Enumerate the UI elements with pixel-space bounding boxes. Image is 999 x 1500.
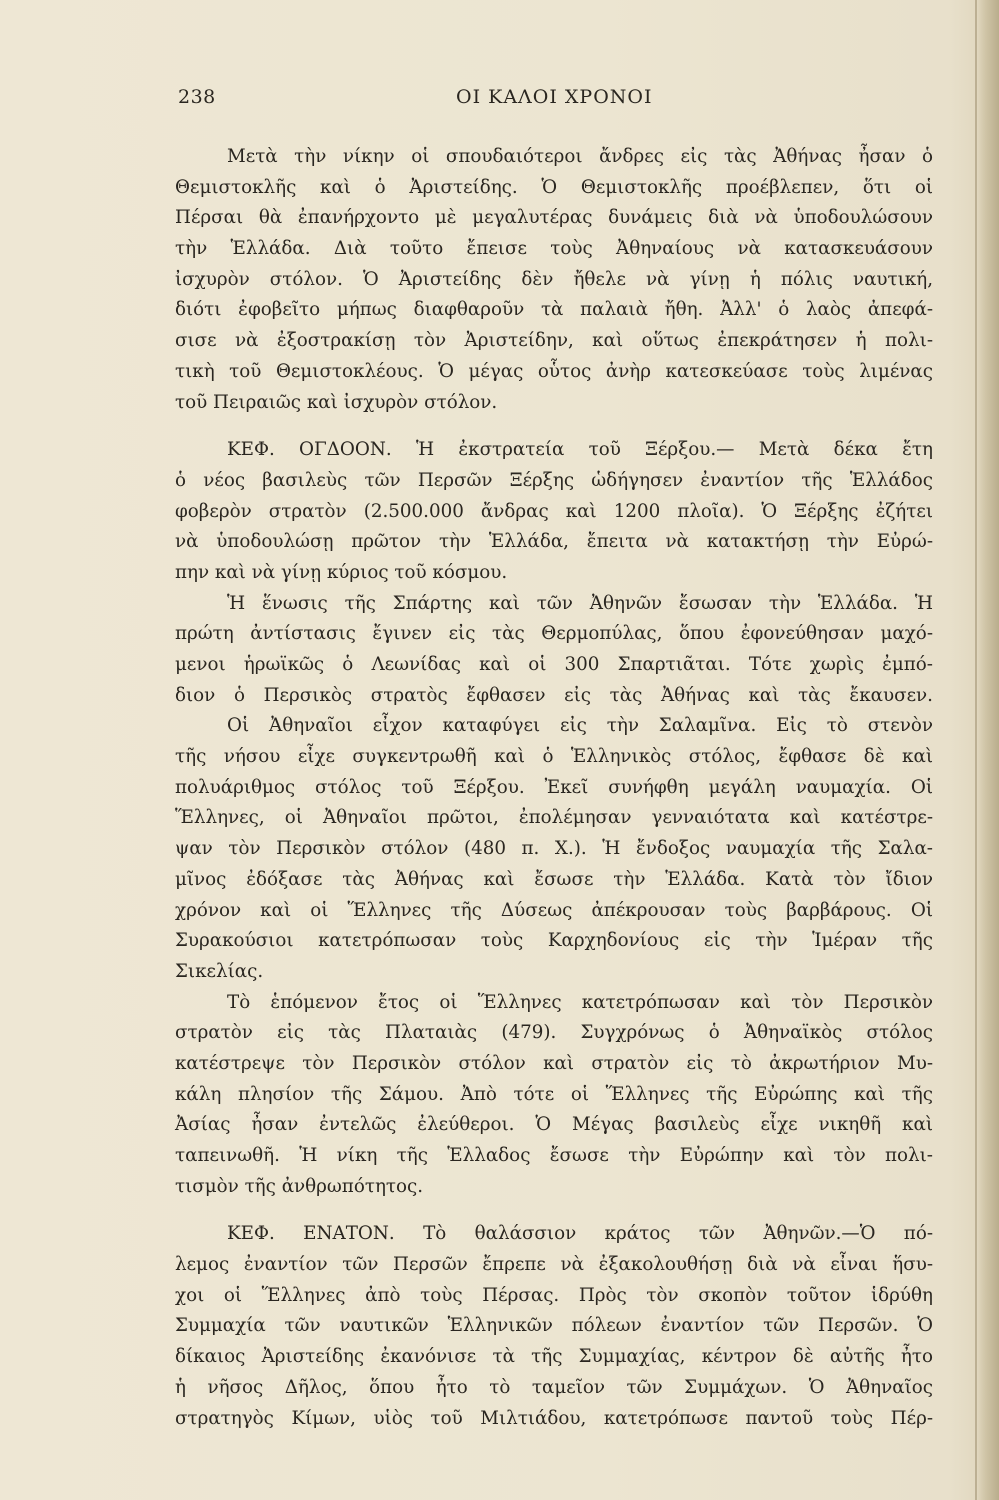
text-line: ἰσχυρὸν στόλον. Ὁ Ἀριστείδης δὲν ἤθελε νὰ γίνῃ ἡ πόλις ναυτική, <box>175 268 933 290</box>
page-body-text <box>175 142 933 1434</box>
text-line: Ἀσίας ἦσαν ἐντελῶς ἐλεύθεροι. Ὁ Μέγας βασιλεὺς εἶχε νικηθῆ καὶ <box>175 1114 933 1136</box>
text-line: τῆς νήσου εἶχε συγκεντρωθῆ καὶ ὁ Ἑλληνικὸς στόλος, ἔφθασε δὲ καὶ <box>175 746 933 768</box>
page-number: 238 <box>178 86 216 108</box>
text-line: νὰ ὑποδουλώσῃ πρῶτον τὴν Ἑλλάδα, ἔπειτα νὰ κατακτήσῃ τὴν Εὐρώ- <box>175 531 933 553</box>
text-line: λεμος ἐναντίον τῶν Περσῶν ἔπρεπε νὰ ἐξακολουθήσῃ διὰ νὰ εἶναι ἥσυ- <box>175 1254 933 1276</box>
text-line: μενοι ἡρωϊκῶς ὁ Λεωνίδας καὶ οἱ 300 Σπαρτιᾶται. Τότε χωρὶς ἐμπό- <box>175 654 933 675</box>
chapter-heading-line: ΚΕΦ. ΕΝΑΤΟΝ. Τὸ θαλάσσιον κράτος τῶν Ἀθηνῶν.—Ὁ πό- <box>227 1223 933 1245</box>
paragraph-themistocles <box>175 142 933 418</box>
text-line: Σικελίας. <box>175 960 264 982</box>
text-line: διον ὁ Περσικὸς στρατὸς ἔφθασεν εἰς τὰς Ἀθήνας καὶ τὰς ἔκαυσεν. <box>175 684 933 706</box>
page-edge-line <box>975 0 977 1500</box>
running-title: ΟΙ ΚΑΛΟΙ ΧΡΟΝΟΙ <box>456 86 653 108</box>
text-line: ψαν τὸν Περσικὸν στόλον (480 π. Χ.). Ἡ ἔνδοξος ναυμαχία τῆς Σαλα- <box>175 838 933 860</box>
text-line: πολυάριθμος στόλος τοῦ Ξέρξου. Ἐκεῖ συνήφθη μεγάλη ναυμαχία. Οἱ <box>175 776 933 798</box>
text-line: σισε νὰ ἐξοστρακίσῃ τὸν Ἀριστείδην, καὶ οὕτως ἐπεκράτησεν ἡ πολι- <box>175 330 933 352</box>
text-line: Συρακούσιοι κατετρόπωσαν τοὺς Καρχηδονίους εἰς τὴν Ἱμέραν τῆς <box>175 930 933 952</box>
text-line: τισμὸν τῆς ἀνθρωπότητος. <box>175 1175 424 1197</box>
text-line: τικὴ τοῦ Θεμιστοκλέους. Ὁ μέγας οὗτος ἀνὴρ κατεσκεύασε τοὺς λιμένας <box>175 360 933 382</box>
text-line: Μετὰ τὴν νίκην οἱ σπουδαιότεροι ἄνδρες εἰς τὰς Ἀθήνας ἦσαν ὁ <box>227 146 933 167</box>
text-line: Τὸ ἑπόμενον ἔτος οἱ Ἕλληνες κατετρόπωσαν καὶ τὸν Περσικὸν <box>227 991 933 1013</box>
text-line: στρατὸν εἰς τὰς Πλαταιὰς (479). Συγχρόνως ὁ Ἀθηναϊκὸς στόλος <box>175 1022 933 1044</box>
text-line: ἡ νῆσος Δῆλος, ὅπου ἦτο τὸ ταμεῖον τῶν Συμμάχων. Ὁ Ἀθηναῖος <box>175 1376 933 1398</box>
text-line: πην καὶ νὰ γίνῃ κύριος τοῦ κόσμου. <box>175 561 508 583</box>
text-line: μῖνος ἐδόξασε τὰς Ἀθήνας καὶ ἔσωσε τὴν Ἑλλάδα. Κατὰ τὸν ἴδιον <box>175 868 933 890</box>
text-line: Οἱ Ἀθηναῖοι εἶχον καταφύγει εἰς τὴν Σαλαμῖνα. Εἰς τὸ στενὸν <box>227 715 933 737</box>
text-line: Θεμιστοκλῆς καὶ ὁ Ἀριστείδης. Ὁ Θεμιστοκλῆς προέβλεπεν, ὅτι οἱ <box>175 176 933 198</box>
text-line: κατέστρεψε τὸν Περσικὸν στόλον καὶ στρατὸν εἰς τὸ ἀκρωτήριον Μυ- <box>175 1052 933 1074</box>
text-line: ὁ νέος βασιλεὺς τῶν Περσῶν Ξέρξης ὡδήγησεν ἐναντίον τῆς Ἑλλάδος <box>175 469 933 491</box>
text-line: φοβερὸν στρατὸν (2.500.000 ἄνδρας καὶ 1200 πλοῖα). Ὁ Ξέρξης ἐζήτει <box>175 500 933 522</box>
text-line: Ἕλληνες, οἱ Ἀθηναῖοι πρῶτοι, ἐπολέμησαν γενναιότατα καὶ κατέστρε- <box>175 807 933 829</box>
chapter-eight <box>175 435 933 1202</box>
text-line: Συμμαχία τῶν ναυτικῶν Ἑλληνικῶν πόλεων ἐναντίον τῶν Περσῶν. Ὁ <box>175 1315 933 1337</box>
text-line: στρατηγὸς Κίμων, υἱὸς τοῦ Μιλτιάδου, κατετρόπωσε παντοῦ τοὺς Πέρ- <box>175 1407 933 1429</box>
page-edge-shadow <box>977 0 999 1500</box>
text-line: διότι ἐφοβεῖτο μήπως διαφθαροῦν τὰ παλαιὰ ἤθη. Ἀλλ' ὁ λαὸς ἀπεφά- <box>175 299 933 321</box>
text-line: χοι οἱ Ἕλληνες ἀπὸ τοὺς Πέρσας. Πρὸς τὸν σκοπὸν τοῦτον ἱδρύθη <box>175 1284 933 1306</box>
text-line: Ἡ ἕνωσις τῆς Σπάρτης καὶ τῶν Ἀθηνῶν ἔσωσαν τὴν Ἑλλάδα. Ἡ <box>227 592 933 614</box>
text-line: χρόνον καὶ οἱ Ἕλληνες τῆς Δύσεως ἀπέκρουσαν τοὺς βαρβάρους. Οἱ <box>175 899 933 921</box>
text-line: τὴν Ἑλλάδα. Διὰ τοῦτο ἔπεισε τοὺς Ἀθηναίους νὰ κατασκευάσουν <box>175 238 933 260</box>
text-line: Πέρσαι θὰ ἐπανήρχοντο μὲ μεγαλυτέρας δυνάμεις διὰ νὰ ὑποδουλώσουν <box>175 207 933 229</box>
chapter-heading-line: ΚΕΦ. ΟΓΔΟΟΝ. Ἡ ἐκστρατεία τοῦ Ξέρξου.— Μετὰ δέκα ἔτη <box>227 439 933 461</box>
text-line: τοῦ Πειραιῶς καὶ ἰσχυρὸν στόλον. <box>175 391 498 413</box>
text-line: ταπεινωθῆ. Ἡ νίκη τῆς Ἑλλαδος ἔσωσε τὴν Εὐρώπην καὶ τὸν πολι- <box>175 1145 933 1166</box>
page-header <box>178 86 938 116</box>
chapter-nine <box>175 1219 933 1434</box>
text-line: κάλη πλησίον τῆς Σάμου. Ἀπὸ τότε οἱ Ἕλληνες τῆς Εὐρώπης καὶ τῆς <box>175 1083 933 1105</box>
text-line: πρώτη ἀντίστασις ἔγινεν εἰς τὰς Θερμοπύλας, ὅπου ἐφονεύθησαν μαχό- <box>175 623 933 645</box>
text-line: δίκαιος Ἀριστείδης ἐκανόνισε τὰ τῆς Συμμαχίας, κέντρον δὲ αὐτῆς ἦτο <box>175 1346 933 1368</box>
